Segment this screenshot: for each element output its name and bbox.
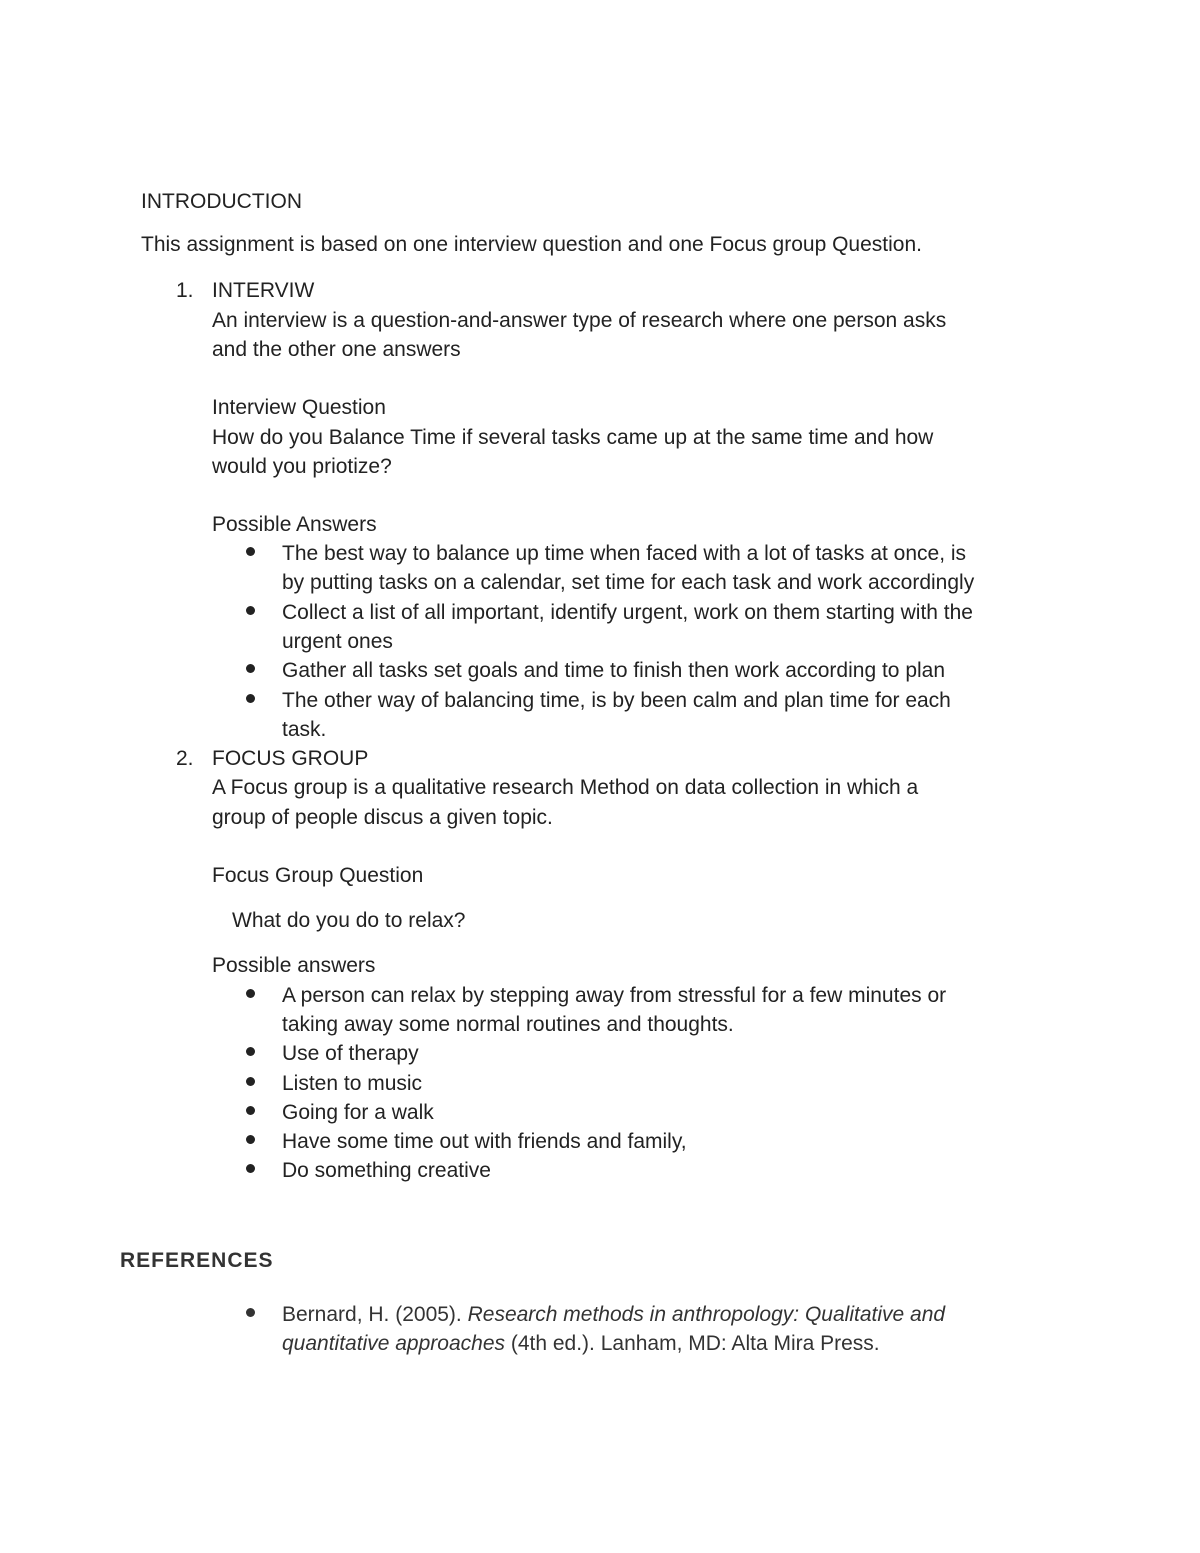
- section2-question-label: Focus Group Question: [212, 864, 424, 887]
- reference-title-part1: Research methods in anthropology: Qualitative and: [467, 1303, 946, 1326]
- section2-question: What do you do to relax?: [232, 909, 466, 932]
- list-item-continuation: by putting tasks on a calendar, set time for each task and work accordingly: [282, 571, 975, 594]
- bullet-icon: [246, 1106, 255, 1115]
- reference-item-line1: [282, 1300, 945, 1330]
- bullet-icon: [246, 1047, 255, 1056]
- bullet-icon: [246, 1135, 255, 1144]
- intro-heading: INTRODUCTION: [141, 190, 302, 213]
- list-item: Have some time out with friends and family,: [282, 1130, 687, 1153]
- reference-item-line2: [282, 1329, 880, 1359]
- list-item: Gather all tasks set goals and time to finish then work according to plan: [282, 659, 946, 682]
- list-item-continuation: taking away some normal routines and thoughts.: [282, 1013, 734, 1036]
- section1-answers-label: Possible Answers: [212, 513, 377, 536]
- list-item: Do something creative: [282, 1159, 491, 1182]
- references-heading: REFERENCES: [120, 1249, 274, 1272]
- section1-question-label: Interview Question: [212, 396, 386, 419]
- section1-desc-line1: An interview is a question-and-answer type of research where one person asks: [212, 309, 947, 332]
- bullet-icon: [246, 1077, 255, 1086]
- bullet-icon: [246, 547, 255, 556]
- bullet-icon: [246, 664, 255, 673]
- section2-desc-line2: group of people discus a given topic.: [212, 806, 553, 829]
- section2-answers-label: Possible answers: [212, 954, 376, 977]
- list-item-continuation: task.: [282, 718, 327, 741]
- reference-title-part2: quantitative approaches: [282, 1332, 505, 1355]
- section1-title: INTERVIW: [212, 279, 315, 302]
- bullet-icon: [246, 606, 255, 615]
- bullet-icon: [246, 694, 255, 703]
- list-item: A person can relax by stepping away from stressful for a few minutes or: [282, 984, 947, 1007]
- section2-desc-line1: A Focus group is a qualitative research Method on data collection in which a: [212, 776, 919, 799]
- section1-desc-line2: and the other one answers: [212, 338, 461, 361]
- section2-number: 2.: [176, 747, 194, 770]
- intro-text: This assignment is based on one interview question and one Focus group Question.: [141, 233, 922, 256]
- reference-publication: (4th ed.). Lanham, MD: Alta Mira Press.: [505, 1332, 880, 1355]
- list-item: Going for a walk: [282, 1101, 434, 1124]
- list-item: Use of therapy: [282, 1042, 419, 1065]
- section1-question-line1: How do you Balance Time if several tasks came up at the same time and how: [212, 426, 934, 449]
- bullet-icon: [246, 989, 255, 998]
- section2-title: FOCUS GROUP: [212, 747, 369, 770]
- list-item: The best way to balance up time when faced with a lot of tasks at once, is: [282, 542, 967, 565]
- section1-number: 1.: [176, 279, 194, 302]
- list-item: Listen to music: [282, 1072, 423, 1095]
- bullet-icon: [246, 1164, 255, 1173]
- reference-author: Bernard, H. (2005).: [282, 1303, 468, 1326]
- section1-question-line2: would you priotize?: [212, 455, 392, 478]
- list-item: The other way of balancing time, is by been calm and plan time for each: [282, 689, 951, 712]
- bullet-icon: [246, 1308, 255, 1317]
- list-item: Collect a list of all important, identify urgent, work on them starting with the: [282, 601, 973, 624]
- list-item-continuation: urgent ones: [282, 630, 393, 653]
